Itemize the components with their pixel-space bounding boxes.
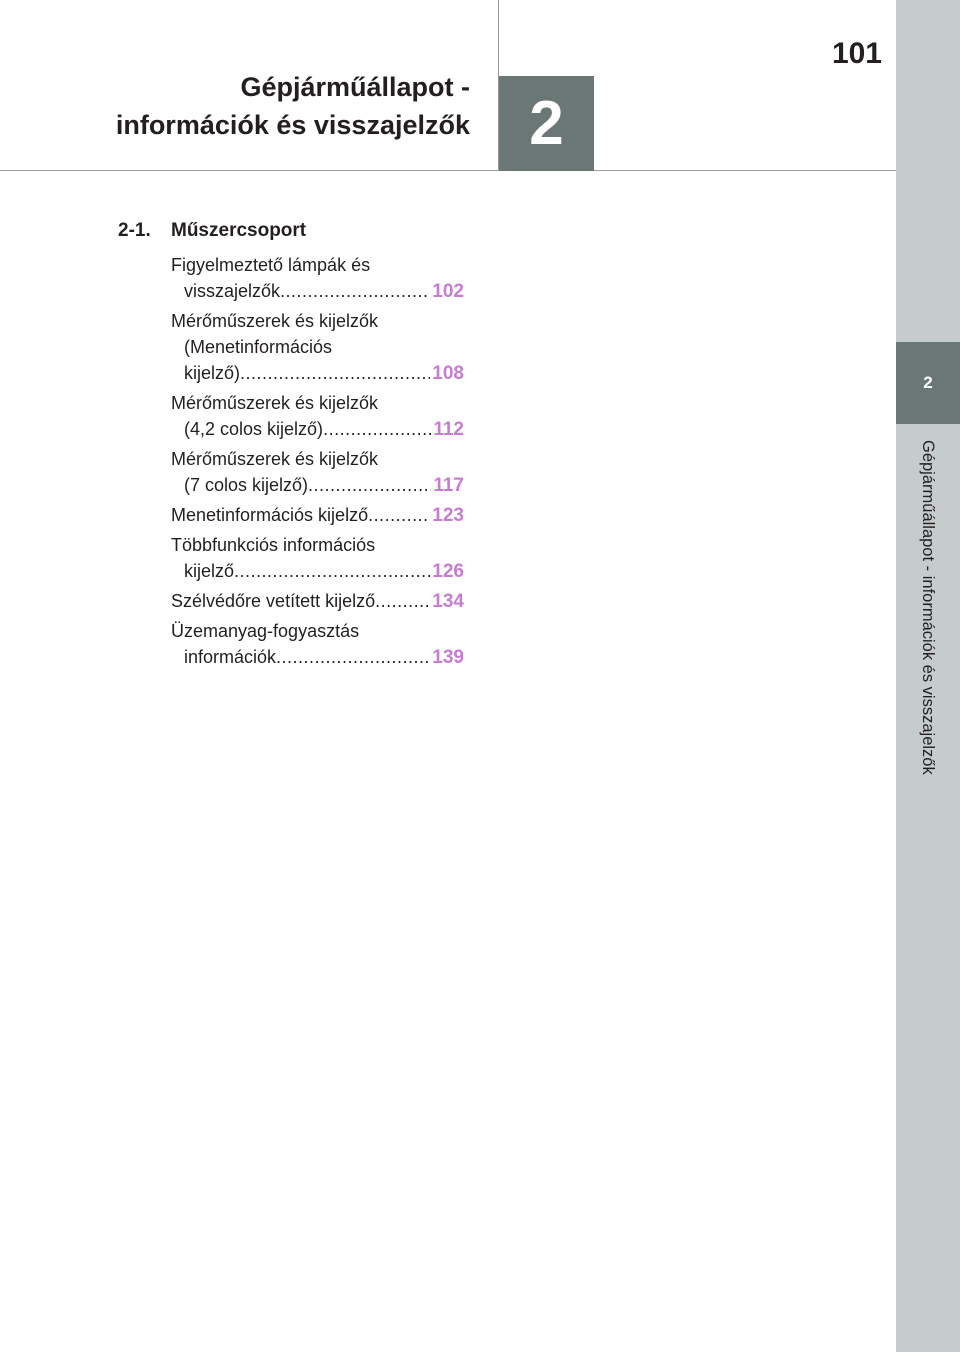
dot-leader xyxy=(308,472,431,498)
toc-entry-text: Többfunkciós információs xyxy=(171,535,376,555)
page-link[interactable]: 126 xyxy=(432,561,464,582)
toc-entry-text: (4,2 colos kijelző) xyxy=(184,419,324,439)
toc-entry[interactable] xyxy=(171,588,464,615)
toc-entry-text: Mérőműszerek és kijelzők xyxy=(171,311,379,331)
dot-leader xyxy=(240,360,430,386)
page-link[interactable]: 112 xyxy=(433,419,464,440)
section-number: 2-1. xyxy=(118,220,151,241)
dot-leader xyxy=(234,558,430,584)
page-number: 101 xyxy=(831,37,882,70)
page-link[interactable]: 134 xyxy=(432,591,464,612)
toc-entry-text: Mérőműszerek és kijelzők xyxy=(171,393,379,413)
header-horizontal-rule xyxy=(0,170,896,171)
chapter-title-line-2: információk és visszajelzők xyxy=(115,110,470,140)
page-link[interactable]: 117 xyxy=(433,475,464,496)
toc-entry-text: Üzemanyag-fogyasztás xyxy=(171,621,360,641)
toc-entry-text: visszajelzők xyxy=(184,281,281,301)
toc-entry-text: kijelző) xyxy=(184,363,241,383)
toc-entry[interactable] xyxy=(171,308,464,387)
toc-entry-text: Szélvédőre vetített kijelző xyxy=(171,591,376,611)
toc-entries xyxy=(171,252,464,671)
side-tab-chapter-number[interactable]: 2 xyxy=(896,342,960,424)
dot-leader xyxy=(280,278,430,304)
chapter-title-line-1: Gépjárműállapot - xyxy=(240,72,470,102)
toc-entry[interactable] xyxy=(171,618,464,671)
chapter-number-box: 2 xyxy=(499,76,594,171)
dot-leader xyxy=(323,416,431,442)
toc-entry-text: Figyelmeztető lámpák és xyxy=(171,255,371,275)
toc-entry-text: (Menetinformációs xyxy=(184,337,333,357)
toc-entry-text: Menetinformációs kijelző xyxy=(171,505,369,525)
dot-leader xyxy=(368,502,430,528)
toc-entry-text: Mérőműszerek és kijelzők xyxy=(171,449,379,469)
toc-entry-text: kijelző xyxy=(184,561,235,581)
toc-entry[interactable] xyxy=(171,390,464,443)
section-title: Műszercsoport xyxy=(171,220,307,241)
page-link[interactable]: 123 xyxy=(432,505,464,526)
page-link[interactable]: 102 xyxy=(432,281,464,302)
toc-entry[interactable] xyxy=(171,446,464,499)
side-tab-chapter-title: Gépjárműállapot - információk és visszajelzők xyxy=(919,440,937,775)
toc-entry[interactable] xyxy=(171,502,464,529)
page-link[interactable]: 139 xyxy=(432,647,464,668)
page-link[interactable]: 108 xyxy=(432,363,464,384)
toc-entry[interactable] xyxy=(171,252,464,305)
toc-entry[interactable] xyxy=(171,532,464,585)
dot-leader xyxy=(375,588,430,614)
toc-entry-text: (7 colos kijelző) xyxy=(184,475,309,495)
section-heading xyxy=(118,216,464,246)
table-of-contents xyxy=(118,216,464,674)
toc-entry-text: információk xyxy=(184,647,277,667)
chapter-title xyxy=(30,68,470,144)
dot-leader xyxy=(276,644,430,670)
